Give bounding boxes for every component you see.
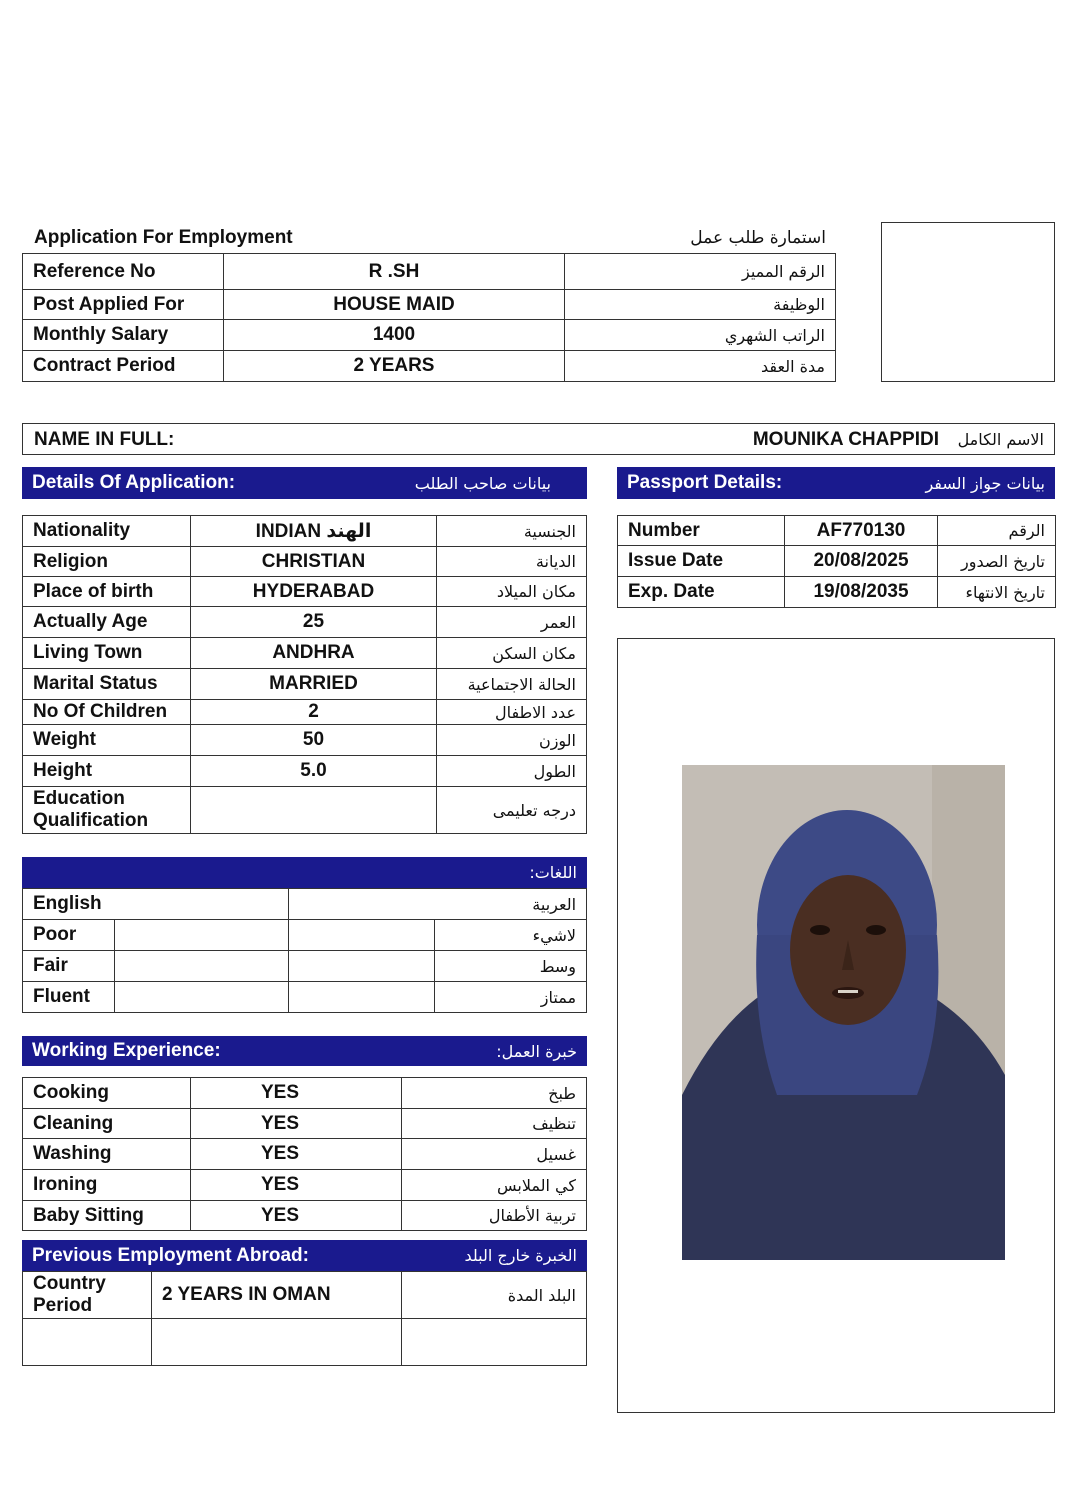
empty-cell bbox=[402, 1319, 587, 1366]
town-value: ANDHRA bbox=[191, 638, 437, 669]
full-name-row bbox=[22, 423, 1055, 455]
table-row bbox=[23, 787, 587, 834]
level-poor-label: Poor bbox=[23, 920, 115, 951]
table-row bbox=[618, 577, 1056, 608]
washing-label-arabic: غسيل bbox=[402, 1139, 587, 1170]
country-period-label: Country Period bbox=[23, 1272, 152, 1319]
table-row bbox=[23, 320, 836, 351]
level-fluent-label: Fluent bbox=[23, 982, 115, 1013]
weight-label: Weight bbox=[23, 725, 191, 756]
reference-value: R .SH bbox=[224, 254, 565, 290]
table-row bbox=[23, 254, 836, 290]
passport-header bbox=[617, 467, 1055, 499]
marital-value: MARRIED bbox=[191, 669, 437, 700]
passport-table bbox=[617, 515, 1056, 608]
ironing-label-arabic: كي الملابس bbox=[402, 1170, 587, 1201]
small-photo-box bbox=[881, 222, 1055, 382]
children-value: 2 bbox=[191, 700, 437, 725]
table-row bbox=[23, 547, 587, 577]
level-fair-label: Fair bbox=[23, 951, 115, 982]
salary-value: 1400 bbox=[224, 320, 565, 351]
reference-label-arabic: الرقم المميز bbox=[565, 254, 836, 290]
level-fair-english bbox=[115, 951, 289, 982]
table-row bbox=[23, 756, 587, 787]
table-row bbox=[23, 1139, 587, 1170]
nationality-label-arabic: الجنسية bbox=[437, 516, 587, 547]
languages-table bbox=[22, 888, 587, 1013]
level-fluent-arabic bbox=[289, 982, 435, 1013]
empty-cell bbox=[23, 1319, 152, 1366]
level-fluent-english bbox=[115, 982, 289, 1013]
passport-number-label: Number bbox=[618, 516, 785, 546]
table-row bbox=[23, 1201, 587, 1231]
exp-date-label-arabic: تاريخ الانتهاء bbox=[938, 577, 1056, 608]
education-label-arabic: درجه تعليمى bbox=[437, 787, 587, 834]
cooking-value: YES bbox=[191, 1078, 402, 1109]
passport-number-label-arabic: الرقم bbox=[938, 516, 1056, 546]
details-title-arabic: بيانات صاحب الطلب bbox=[414, 473, 551, 493]
application-title: Application For Employment bbox=[34, 227, 293, 248]
age-label: Actually Age bbox=[23, 607, 191, 638]
previous-employment-title-arabic: الخبرة خارج البلد bbox=[464, 1246, 577, 1265]
birthplace-label-arabic: مكان الميلاد bbox=[437, 577, 587, 607]
washing-value: YES bbox=[191, 1139, 402, 1170]
post-label: Post Applied For bbox=[23, 290, 224, 320]
issue-date-value: 20/08/2025 bbox=[785, 546, 938, 577]
cooking-label: Cooking bbox=[23, 1078, 191, 1109]
table-row bbox=[23, 920, 587, 951]
contract-value: 2 YEARS bbox=[224, 351, 565, 382]
baby-sitting-value: YES bbox=[191, 1201, 402, 1231]
table-row bbox=[23, 577, 587, 607]
applicant-photo bbox=[682, 765, 1005, 1260]
details-header bbox=[22, 467, 587, 499]
cooking-label-arabic: طبخ bbox=[402, 1078, 587, 1109]
languages-title-arabic: اللغات: bbox=[529, 863, 577, 882]
exp-date-label: Exp. Date bbox=[618, 577, 785, 608]
education-label: Education Qualification bbox=[23, 787, 191, 834]
post-label-arabic: الوظيفة bbox=[565, 290, 836, 320]
country-period-label-arabic: البلد المدة bbox=[402, 1272, 587, 1319]
experience-title-arabic: خبرة العمل: bbox=[496, 1041, 577, 1061]
issue-date-label: Issue Date bbox=[618, 546, 785, 577]
children-label-arabic: عدد الاطفال bbox=[437, 700, 587, 725]
top-info-table bbox=[22, 253, 836, 382]
issue-date-label-arabic: تاريخ الصدور bbox=[938, 546, 1056, 577]
previous-employment-table bbox=[22, 1271, 587, 1366]
full-name-value: MOUNIKA CHAPPIDI bbox=[752, 429, 939, 450]
experience-title: Working Experience: bbox=[32, 1040, 221, 1061]
language-english-label: English bbox=[23, 889, 289, 920]
level-fluent-label-arabic: ممتاز bbox=[435, 982, 587, 1013]
height-value: 5.0 bbox=[191, 756, 437, 787]
details-title: Details Of Application: bbox=[32, 472, 236, 493]
table-row bbox=[23, 607, 587, 638]
table-row bbox=[23, 1319, 587, 1366]
passport-title-arabic: بيانات جواز السفر bbox=[925, 473, 1045, 493]
level-poor-english bbox=[115, 920, 289, 951]
weight-label-arabic: الوزن bbox=[437, 725, 587, 756]
level-fair-label-arabic: وسط bbox=[435, 951, 587, 982]
full-name-label: NAME IN FULL: bbox=[34, 429, 175, 450]
table-row bbox=[23, 982, 587, 1013]
languages-header bbox=[22, 857, 587, 888]
empty-cell bbox=[152, 1319, 402, 1366]
previous-employment-header bbox=[22, 1240, 587, 1271]
experience-header bbox=[22, 1036, 587, 1066]
passport-number-value: AF770130 bbox=[785, 516, 938, 546]
washing-label: Washing bbox=[23, 1139, 191, 1170]
table-row bbox=[618, 546, 1056, 577]
religion-label-arabic: الديانة bbox=[437, 547, 587, 577]
previous-employment-value: 2 YEARS IN OMAN bbox=[152, 1272, 402, 1319]
table-row bbox=[23, 669, 587, 700]
salary-label: Monthly Salary bbox=[23, 320, 224, 351]
table-row bbox=[618, 516, 1056, 546]
town-label-arabic: مكان السكن bbox=[437, 638, 587, 669]
details-table bbox=[22, 515, 587, 834]
table-row bbox=[23, 951, 587, 982]
reference-label: Reference No bbox=[23, 254, 224, 290]
exp-date-value: 19/08/2035 bbox=[785, 577, 938, 608]
applicant-photo-illustration bbox=[682, 765, 1005, 1260]
marital-label-arabic: الحالة الاجتماعية bbox=[437, 669, 587, 700]
nationality-value: INDIAN الهند bbox=[191, 516, 437, 547]
birthplace-value: HYDERABAD bbox=[191, 577, 437, 607]
weight-value: 50 bbox=[191, 725, 437, 756]
table-row bbox=[23, 700, 587, 725]
table-row bbox=[23, 351, 836, 382]
cleaning-label: Cleaning bbox=[23, 1109, 191, 1139]
cleaning-label-arabic: تنظيف bbox=[402, 1109, 587, 1139]
level-poor-arabic bbox=[289, 920, 435, 951]
table-row bbox=[23, 290, 836, 320]
salary-label-arabic: الراتب الشهري bbox=[565, 320, 836, 351]
marital-label: Marital Status bbox=[23, 669, 191, 700]
table-row bbox=[23, 725, 587, 756]
birthplace-label: Place of birth bbox=[23, 577, 191, 607]
contract-label-arabic: مدة العقد bbox=[565, 351, 836, 382]
contract-label: Contract Period bbox=[23, 351, 224, 382]
previous-employment-title: Previous Employment Abroad: bbox=[32, 1244, 309, 1266]
height-label-arabic: الطول bbox=[437, 756, 587, 787]
language-arabic-label: العربية bbox=[289, 889, 587, 920]
town-label: Living Town bbox=[23, 638, 191, 669]
level-poor-label-arabic: لاشيء bbox=[435, 920, 587, 951]
full-name-label-arabic: الاسم الكامل bbox=[957, 430, 1044, 449]
table-row bbox=[23, 1170, 587, 1201]
passport-title: Passport Details: bbox=[627, 472, 783, 493]
table-row bbox=[23, 638, 587, 669]
level-fair-arabic bbox=[289, 951, 435, 982]
table-row bbox=[23, 889, 587, 920]
nationality-label: Nationality bbox=[23, 516, 191, 547]
table-row bbox=[23, 1078, 587, 1109]
baby-sitting-label: Baby Sitting bbox=[23, 1201, 191, 1231]
height-label: Height bbox=[23, 756, 191, 787]
application-title-arabic: استمارة طلب عمل bbox=[690, 228, 826, 248]
baby-sitting-label-arabic: تربية الأطفال bbox=[402, 1201, 587, 1231]
education-value bbox=[191, 787, 437, 834]
post-value: HOUSE MAID bbox=[224, 290, 565, 320]
table-row bbox=[23, 516, 587, 547]
table-row bbox=[23, 1109, 587, 1139]
age-value: 25 bbox=[191, 607, 437, 638]
children-label: No Of Children bbox=[23, 700, 191, 725]
age-label-arabic: العمر bbox=[437, 607, 587, 638]
table-row bbox=[23, 1272, 587, 1319]
experience-table bbox=[22, 1077, 587, 1231]
religion-value: CHRISTIAN bbox=[191, 547, 437, 577]
ironing-label: Ironing bbox=[23, 1170, 191, 1201]
cleaning-value: YES bbox=[191, 1109, 402, 1139]
religion-label: Religion bbox=[23, 547, 191, 577]
ironing-value: YES bbox=[191, 1170, 402, 1201]
